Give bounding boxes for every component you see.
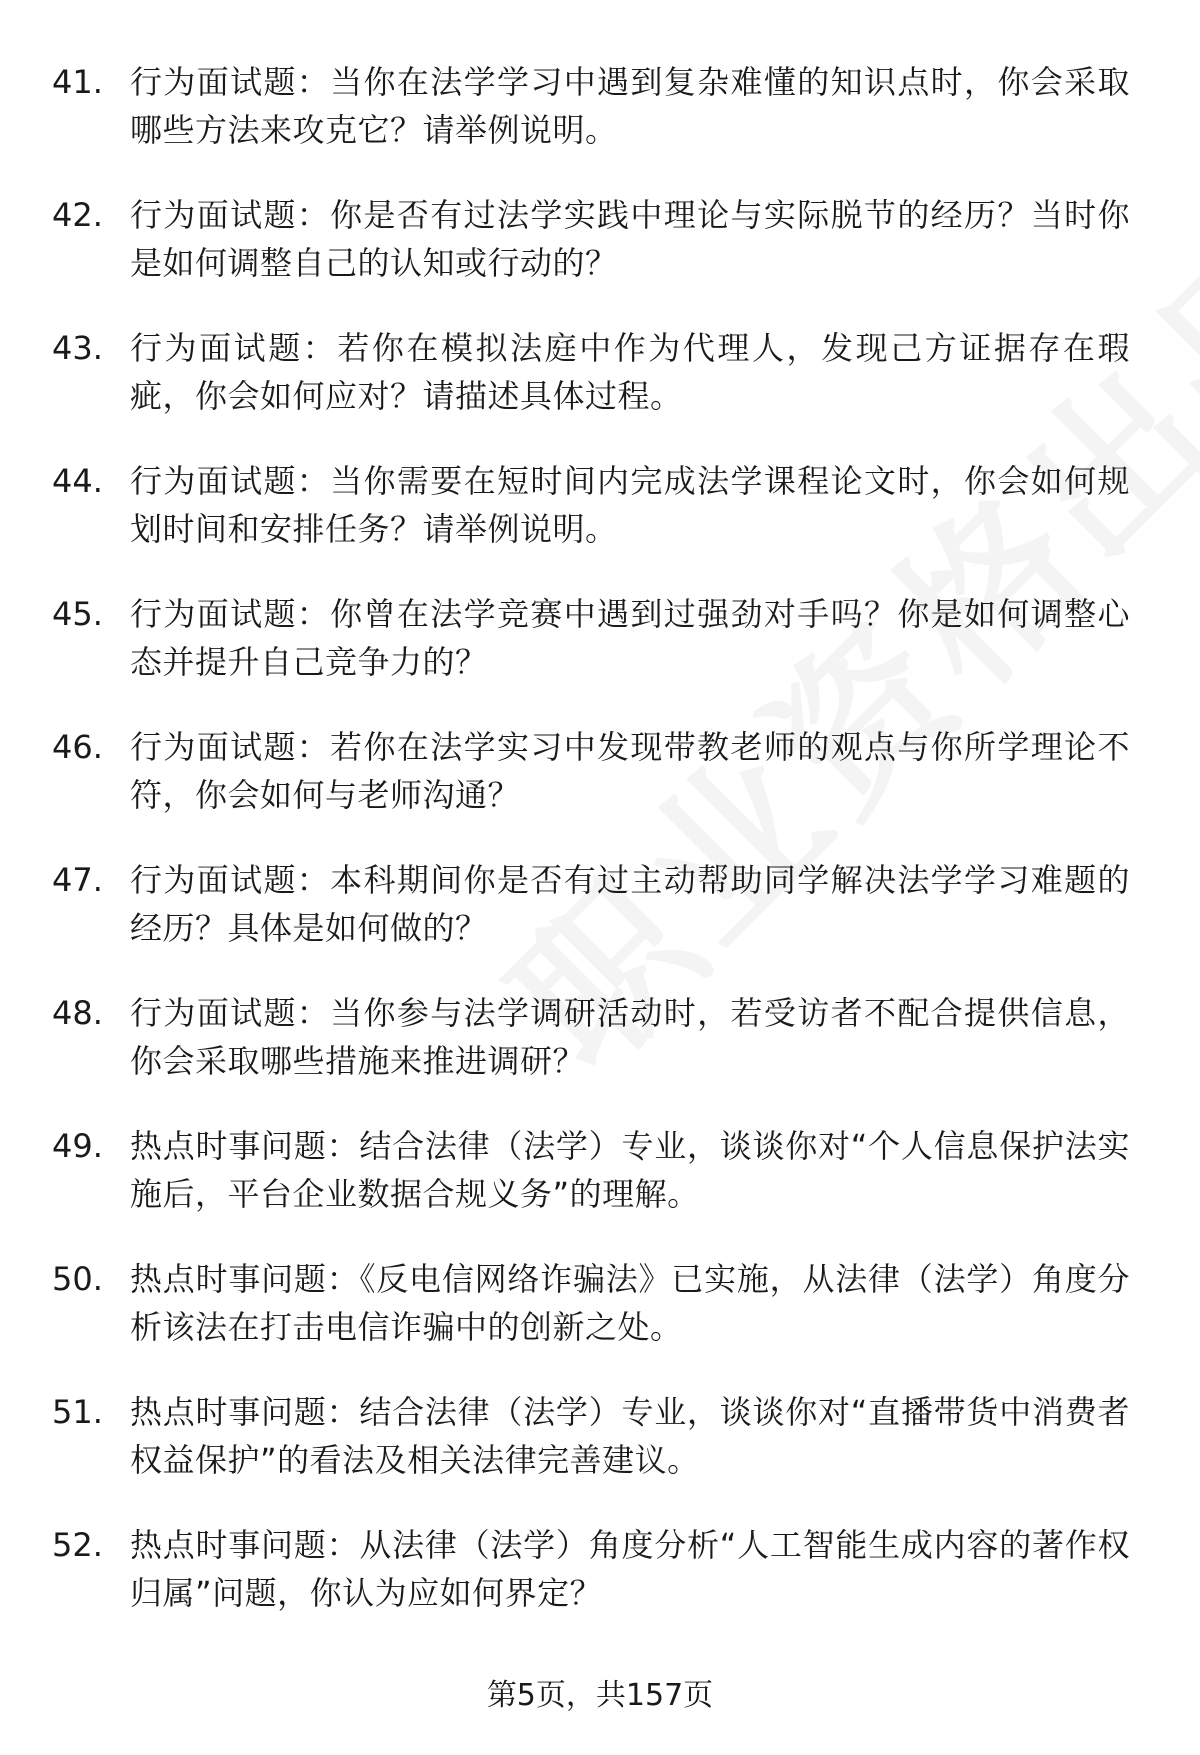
question-number: 47.	[52, 861, 103, 899]
question-number: 42.	[52, 196, 103, 234]
list-item	[0, 723, 1200, 856]
question-number: 41.	[52, 63, 103, 101]
question-number: 49.	[52, 1127, 103, 1165]
question-text: 行为面试题：当你参与法学调研活动时，若受访者不配合提供信息，你会采取哪些措施来推进调研？	[130, 994, 1130, 1080]
list-item	[0, 324, 1200, 457]
question-text: 热点时事问题：《反电信网络诈骗法》已实施，从法律（法学）角度分析该法在打击电信诈骗中的创新之处。	[130, 1260, 1130, 1346]
list-item	[0, 457, 1200, 590]
list-item	[0, 1521, 1200, 1654]
question-number: 50.	[52, 1260, 103, 1298]
question-text: 行为面试题：你是否有过法学实践中理论与实际脱节的经历？当时你是如何调整自己的认知或行动的？	[130, 196, 1130, 282]
list-item	[0, 191, 1200, 324]
question-text: 行为面试题：若你在法学实习中发现带教老师的观点与你所学理论不符，你会如何与老师沟通？	[130, 728, 1130, 814]
question-number: 43.	[52, 329, 103, 367]
question-text: 行为面试题：你曾在法学竞赛中遇到过强劲对手吗？你是如何调整心态并提升自己竞争力的？	[130, 595, 1130, 681]
question-text: 行为面试题：当你在法学学习中遇到复杂难懂的知识点时，你会采取哪些方法来攻克它？请举例说明。	[130, 63, 1130, 149]
list-item	[0, 58, 1200, 191]
question-list	[0, 58, 1200, 1654]
list-item	[0, 590, 1200, 723]
question-text: 热点时事问题：结合法律（法学）专业，谈谈你对“直播带货中消费者权益保护”的看法及相关法律完善建议。	[130, 1393, 1130, 1479]
page-footer: 第5页，共157页	[486, 1678, 714, 1713]
question-text: 热点时事问题：结合法律（法学）专业，谈谈你对“个人信息保护法实施后，平台企业数据合规义务”的理解。	[130, 1127, 1130, 1213]
question-text: 行为面试题：若你在模拟法庭中作为代理人，发现己方证据存在瑕疵，你会如何应对？请描述具体过程。	[130, 329, 1130, 415]
list-item	[0, 989, 1200, 1122]
list-item	[0, 1122, 1200, 1255]
question-number: 46.	[52, 728, 103, 766]
list-item	[0, 1388, 1200, 1521]
question-number: 45.	[52, 595, 103, 633]
list-item	[0, 856, 1200, 989]
question-text: 热点时事问题：从法律（法学）角度分析“人工智能生成内容的著作权归属”问题，你认为应如何界定？	[130, 1526, 1130, 1612]
question-text: 行为面试题：本科期间你是否有过主动帮助同学解决法学学习难题的经历？具体是如何做的？	[130, 861, 1130, 947]
question-number: 52.	[52, 1526, 103, 1564]
question-text: 行为面试题：当你需要在短时间内完成法学课程论文时，你会如何规划时间和安排任务？请举例说明。	[130, 462, 1130, 548]
question-number: 51.	[52, 1393, 103, 1431]
question-number: 48.	[52, 994, 103, 1032]
question-number: 44.	[52, 462, 103, 500]
list-item	[0, 1255, 1200, 1388]
